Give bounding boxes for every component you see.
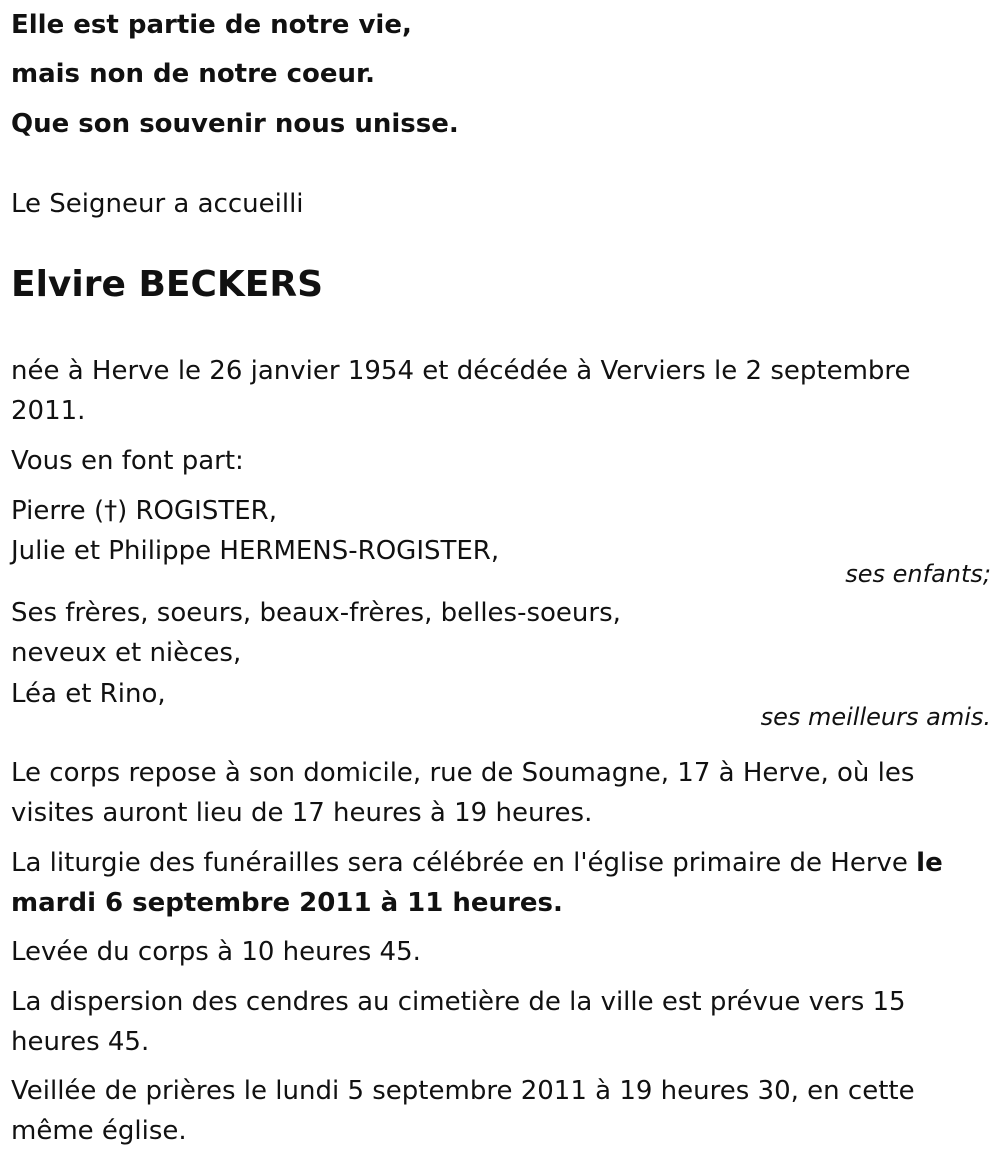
birth-death-line-1: née à Herve le 26 janvier 1954 et décédée à Verviers le 2 septembre	[11, 356, 911, 386]
epitaph-line-2: mais non de notre coeur.	[11, 59, 376, 89]
announce-text: Vous en font part:	[11, 446, 244, 476]
siblings-line-2: neveux et nièces,	[11, 638, 242, 668]
children-role: ses enfants;	[845, 560, 991, 588]
liturgy-line-2: mardi 6 septembre 2011 à 11 heures.	[11, 888, 563, 918]
birth-death-line-2: 2011.	[11, 396, 86, 426]
vigil-line-1: Veillée de prières le lundi 5 septembre 2011 à 19 heures 30, en cette	[11, 1076, 915, 1106]
dispersion-line-2: heures 45.	[11, 1027, 150, 1057]
friends-role: ses meilleurs amis.	[760, 703, 991, 731]
deceased-name: Elvire BECKERS	[11, 264, 324, 305]
vigil-line-2: même église.	[11, 1116, 187, 1146]
child-2: Julie et Philippe HERMENS-ROGISTER,	[11, 536, 500, 566]
liturgy-bold-start: le	[916, 848, 943, 878]
lift-text: Levée du corps à 10 heures 45.	[11, 937, 421, 967]
body-rest-line-1: Le corps repose à son domicile, rue de Soumagne, 17 à Herve, où les	[11, 758, 915, 788]
intro-text: Le Seigneur a accueilli	[11, 189, 304, 219]
body-rest-line-2: visites auront lieu de 17 heures à 19 heures.	[11, 798, 593, 828]
siblings-line-1: Ses frères, soeurs, beaux-frères, belles-soeurs,	[11, 598, 621, 628]
epitaph-line-1: Elle est partie de notre vie,	[11, 10, 412, 40]
liturgy-prefix: La liturgie des funérailles sera célébrée en l'église primaire de Herve	[11, 848, 908, 878]
child-1: Pierre (†) ROGISTER,	[11, 496, 277, 526]
liturgy-line-1	[11, 848, 943, 879]
epitaph-line-3: Que son souvenir nous unisse.	[11, 109, 459, 139]
dispersion-line-1: La dispersion des cendres au cimetière de la ville est prévue vers 15	[11, 987, 906, 1017]
friends-names: Léa et Rino,	[11, 679, 166, 709]
